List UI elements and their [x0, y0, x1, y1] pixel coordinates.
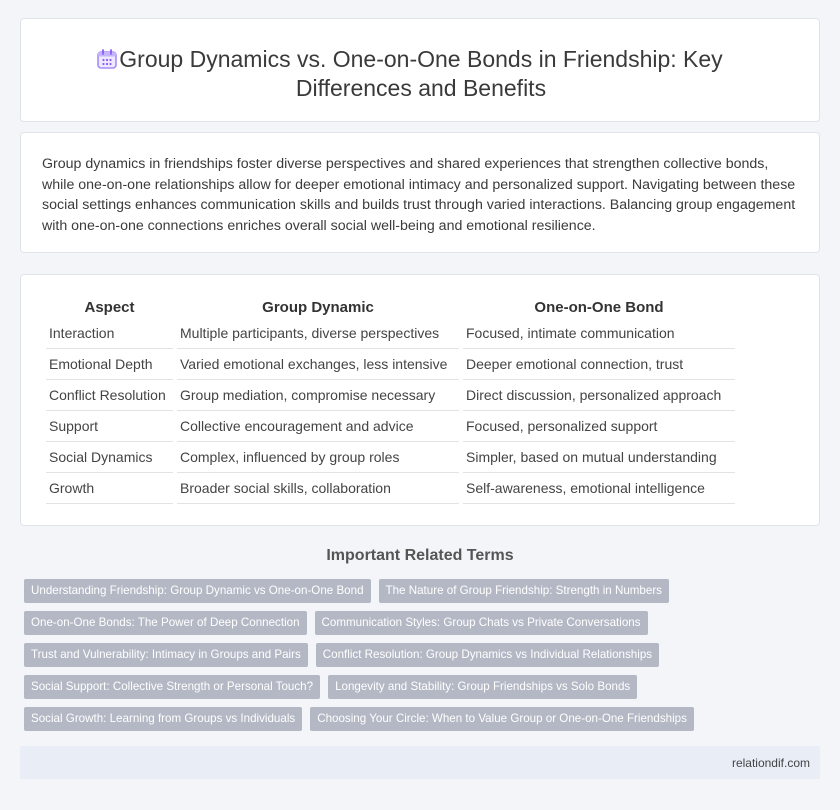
related-term-link[interactable]: Trust and Vulnerability: Intimacy in Groups and Pairs: [24, 643, 308, 667]
header-aspect: Aspect: [84, 299, 135, 316]
row-aspect: Social Dynamics: [46, 442, 173, 473]
footer-site-link[interactable]: relationdif.com: [731, 756, 810, 770]
table-header-row: [46, 297, 735, 318]
related-term-link[interactable]: Longevity and Stability: Group Friendships vs Solo Bonds: [328, 675, 637, 699]
comparison-table: [42, 297, 739, 504]
header-group-dynamic: Group Dynamic: [262, 299, 374, 316]
table-row: [46, 411, 735, 442]
related-term-link[interactable]: Choosing Your Circle: When to Value Group or One-on-One Friendships: [310, 707, 694, 731]
row-one-on-one-bond: Deeper emotional connection, trust: [463, 349, 735, 380]
table-row: [46, 349, 735, 380]
calendar-icon: [95, 47, 119, 71]
related-term-link[interactable]: Conflict Resolution: Group Dynamics vs Individual Relationships: [316, 643, 659, 667]
intro-card: [20, 132, 820, 253]
tag-row: [24, 675, 804, 707]
row-one-on-one-bond: Focused, personalized support: [463, 411, 735, 442]
row-aspect: Growth: [46, 473, 173, 504]
related-term-link[interactable]: Social Growth: Learning from Groups vs Individuals: [24, 707, 302, 731]
related-term-link[interactable]: Communication Styles: Group Chats vs Private Conversations: [315, 611, 648, 635]
table-row: [46, 380, 735, 411]
row-one-on-one-bond: Direct discussion, personalized approach: [463, 380, 735, 411]
related-term-link[interactable]: One-on-One Bonds: The Power of Deep Connection: [24, 611, 307, 635]
tag-row: [24, 579, 804, 611]
row-one-on-one-bond: Self-awareness, emotional intelligence: [463, 473, 735, 504]
row-aspect: Interaction: [46, 318, 173, 349]
header-card: [20, 18, 820, 122]
tag-row: [24, 707, 804, 739]
row-group-dynamic: Varied emotional exchanges, less intensive: [177, 349, 459, 380]
row-aspect: Emotional Depth: [46, 349, 173, 380]
footer: [20, 746, 820, 779]
related-terms-list: [24, 579, 804, 739]
header-one-on-one-bond: One-on-One Bond: [534, 299, 664, 316]
tag-row: [24, 611, 804, 643]
row-group-dynamic: Multiple participants, diverse perspectives: [177, 318, 459, 349]
related-terms-title: Important Related Terms: [326, 547, 514, 564]
row-one-on-one-bond: Focused, intimate communication: [463, 318, 735, 349]
table-row: [46, 442, 735, 473]
row-group-dynamic: Collective encouragement and advice: [177, 411, 459, 442]
title-wrap: [21, 45, 821, 103]
table-row: [46, 318, 735, 349]
row-one-on-one-bond: Simpler, based on mutual understanding: [463, 442, 735, 473]
page-title: Group Dynamics vs. One-on-One Bonds in Friendship: Key Differences and Benefits: [119, 46, 723, 101]
related-term-link[interactable]: Understanding Friendship: Group Dynamic vs One-on-One Bond: [24, 579, 371, 603]
table-row: [46, 473, 735, 504]
row-aspect: Conflict Resolution: [46, 380, 173, 411]
related-term-link[interactable]: Social Support: Collective Strength or Personal Touch?: [24, 675, 320, 699]
row-group-dynamic: Group mediation, compromise necessary: [177, 380, 459, 411]
intro-paragraph: Group dynamics in friendships foster diverse perspectives and shared experiences that strengthen collective bonds, while one-on-one relationships allow for deeper emotional intimacy and personalized support. Navigating between these social settings enhances communication skills and builds trust through varied interactions. Balancing group engagement with one-on-one connections enriches overall social well-being and emotional resilience.: [42, 156, 796, 234]
row-group-dynamic: Broader social skills, collaboration: [177, 473, 459, 504]
row-group-dynamic: Complex, influenced by group roles: [177, 442, 459, 473]
comparison-card: [20, 274, 820, 526]
tag-row: [24, 643, 804, 675]
row-aspect: Support: [46, 411, 173, 442]
related-term-link[interactable]: The Nature of Group Friendship: Strength in Numbers: [379, 579, 669, 603]
